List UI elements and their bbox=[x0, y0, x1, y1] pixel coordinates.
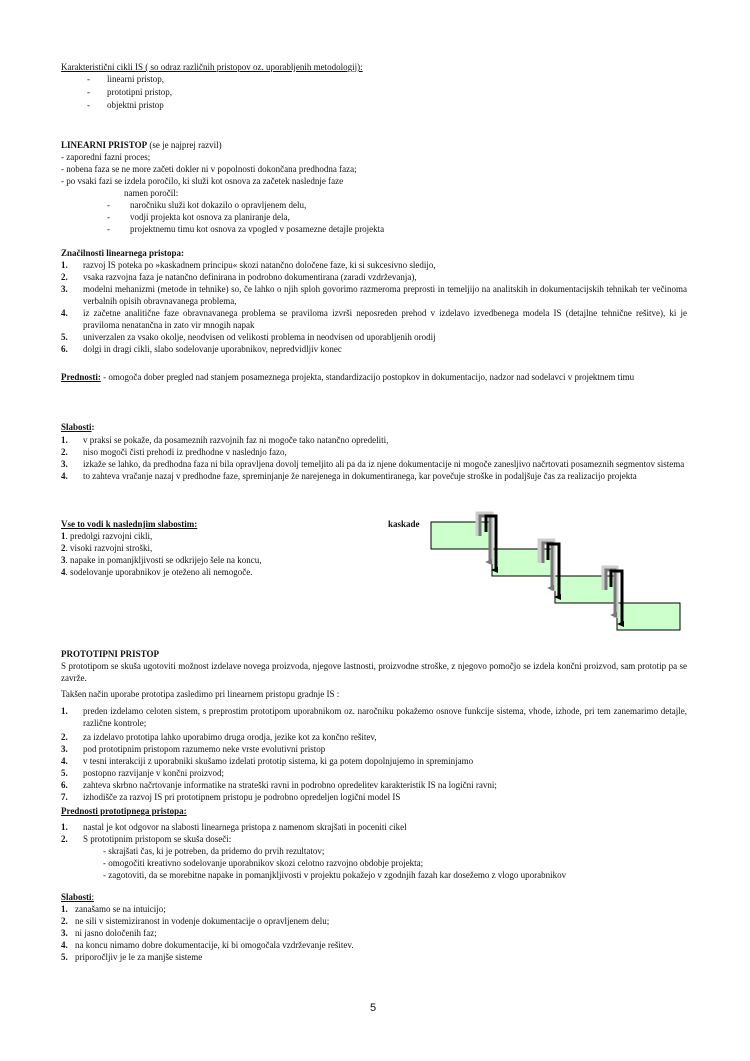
list-item: 6. dolgi in dragi cikli, slabo sodelovanje uporabnikov, nepredvidljiv konec bbox=[61, 344, 342, 354]
list-item: - projektnemu timu kot osnova za vpogled v posamezne detajle projekta bbox=[107, 224, 385, 234]
phase-box bbox=[617, 603, 680, 630]
list-item: 1. razvoj IS poteka po »kaskadnem principu« skozi natančno določene faze, ki si sukcesivno sledijo, bbox=[61, 260, 436, 270]
item-text: za izdelavo prototipa lahko uporabimo druga orodja, jezike kot za končno rešitev, bbox=[83, 732, 377, 742]
item-text: prototipni pristop, bbox=[107, 87, 172, 97]
section-title: LINEARNI PRISTOP bbox=[61, 140, 148, 150]
item-text: S prototipnim pristopom se skuša doseči: bbox=[83, 834, 232, 844]
sub-item: - omogočiti kreativno sodelovanje uporabnikov skozi celotno razvojno obdobje projekta; bbox=[103, 858, 424, 868]
item-text: niso mogoči čisti prehodi iz predhodne v naslednjo fazo, bbox=[83, 447, 287, 457]
text-line: - po vsaki fazi se izdela poročilo, ki služi kot osnova za začetek naslednje faze bbox=[61, 176, 344, 186]
phase-box bbox=[431, 522, 492, 549]
list-item: 4. na koncu nimamo dobre dokumentacije, ki bi omogočala vzdrževanje rešitev. bbox=[61, 940, 354, 950]
list-item: 3. ni jasno določenih faz; bbox=[61, 928, 157, 938]
prednosti-label: Prednosti: bbox=[61, 372, 101, 382]
list-item: - prototipni pristop, bbox=[87, 87, 172, 97]
list-item: - vodji projekta kot osnova za planiranje dela, bbox=[107, 212, 290, 222]
list-item: 2. ne sili v sistemiziranost in vodenje dokumentacije o opravljenem delu; bbox=[61, 916, 330, 926]
proto-slabosti-section bbox=[61, 891, 687, 963]
list-item: 1. nastal je kot odgovor na slabosti linearnega pristopa z namenom skrajšati in poceniti cikel bbox=[61, 822, 407, 832]
list-item: 4. v tesni interakciji z uporabniki skušamo izdelati prototip sistema, ki ga potem dopolnjujemo in spreminjamo bbox=[61, 756, 474, 766]
heading-text: Slabosti bbox=[61, 892, 92, 902]
page-number: 5 bbox=[370, 1002, 377, 1014]
text-line: - zaporedni fazni proces; bbox=[61, 152, 151, 162]
prednosti-text: - omogoča dober pregled nad stanjem posameznega projekta, standardizacijo postopkov in dokumentacijo, nadzor nad sodelavci v projektnem timu bbox=[100, 372, 635, 382]
item-text: linearni pristop, bbox=[107, 74, 164, 84]
item-text: univerzalen za vsako okolje, neodvisen od velikosti problema in neodvisen od uporabljenih orodij bbox=[83, 332, 436, 342]
heading-text: Slabosti bbox=[61, 422, 92, 432]
slabosti-heading bbox=[61, 891, 687, 903]
item-text: na koncu nimamo dobre dokumentacije, ki bi omogočala vzdrževanje rešitev. bbox=[75, 940, 354, 950]
list-item: 3. modelni mehanizmi (metode in tehnike) so, če lahko o njih sploh govorimo razmeroma preprosti in temeljijo na analitskih in dokumentacijskih tehnikah ter večinoma verbalnih opisih obravnavanega problema, bbox=[61, 284, 687, 306]
item-text: v praksi se pokaže, da posameznih razvojnih faz ni mogoče tako natančno opredeliti, bbox=[83, 435, 389, 445]
item-text: iz začetne analitične faze obravnavanega problema se praviloma izvrši neposreden prehod v izdelavo izvedbenega modela IS (detajlne tehnične rešitve), ki je praviloma nenatančna in zato vir mnogih napak bbox=[83, 308, 687, 330]
item-text: dolgi in dragi cikli, slabo sodelovanje uporabnikov, nepredvidljiv konec bbox=[83, 344, 342, 354]
list-item: 1. preden izdelamo celoten sistem, s preprostim prototipom uporabnikom oz. naročniku pokažemo osnove funkcije sistema, vhode, izhode, pri tem zanemarimo detajle, različne kontrole; bbox=[61, 706, 687, 728]
list-item: 2. vsaka razvojna faza je natančno definirana in podrobno dokumentirana (zaradi vzdrževanja), bbox=[61, 272, 417, 282]
list-item: 6. zahteva skrbno načrtovanje informatike na strateški ravni in podrobno opredelitev karakteristik IS na logični ravni; bbox=[61, 780, 497, 790]
item-text: vsaka razvojna faza je natančno definirana in podrobno dokumentirana (zaradi vzdrževanja), bbox=[83, 272, 417, 282]
text-line: namen poročil: bbox=[124, 188, 179, 198]
item-text: zanašamo se na intuicijo; bbox=[75, 904, 166, 914]
section-heading: Značilnosti linearnega pristopa: bbox=[61, 248, 185, 258]
diagram-label: kaskade bbox=[388, 519, 420, 529]
item-text: v tesni interakciji z uporabniki skušamo izdelati prototip sistema, ki ga potem dopolnjujemo in spreminjamo bbox=[83, 756, 474, 766]
phase-box bbox=[555, 576, 617, 603]
list-item: 1. v praksi se pokaže, da posameznih razvojnih faz ni mogoče tako natančno opredeliti, bbox=[61, 435, 389, 445]
phase-box bbox=[492, 549, 555, 576]
item-text: zahteva skrbno načrtovanje informatike na strateški ravni in podrobno opredelitev karakteristik IS na logični ravni; bbox=[83, 780, 497, 790]
heading-colon: : bbox=[91, 422, 95, 432]
item-text: . sodelovanje uporabnikov je oteženo ali nemogoče. bbox=[65, 567, 253, 577]
list-item: 5. univerzalen za vsako okolje, neodvisen od velikosti problema in neodvisen od uporabljenih orodij bbox=[61, 332, 436, 342]
item-number: 3 bbox=[61, 555, 66, 565]
sub-item: - zagotoviti, da se morebitne napake in pomanjkljivosti v projektu pokažejo v zgodnjih fazah kar dosežemo z vlogo uporabnikov bbox=[103, 870, 567, 880]
item-text: projektnemu timu kot osnova za vpogled v posamezne detajle projekta bbox=[130, 224, 385, 234]
paragraph: S prototipom se skuša ugotoviti možnost izdelave novega proizvoda, njegove lastnosti, proizvodne stroške, z njegovo pomočjo se izdela končni proizvod, sam prototip pa se zavrže. bbox=[61, 661, 687, 683]
item-text: objektni pristop bbox=[107, 100, 164, 110]
heading-colon: : bbox=[91, 892, 95, 902]
item-text: ni jasno določenih faz; bbox=[75, 928, 157, 938]
list-item: 2. S prototipnim pristopom se skuša doseči: bbox=[61, 834, 232, 844]
item-text: pod prototipnim pristopom razumemo neke vrste evolutivni pristop bbox=[83, 744, 326, 754]
proto-section bbox=[61, 648, 687, 803]
list-item: 1. zanašamo se na intuicijo; bbox=[61, 904, 166, 914]
item-text: preden izdelamo celoten sistem, s preprostim prototipom uporabnikom oz. naročniku pokažemo osnove funkcije sistema, vhode, izhode, pri tem zanemarimo detajle, različne kontrole; bbox=[83, 706, 687, 728]
section-heading: Prednosti prototipnega pristopa: bbox=[61, 806, 187, 816]
item-text: priporočljiv je le za manjše sisteme bbox=[75, 952, 203, 962]
item-text: . visoki razvojni stroški, bbox=[65, 543, 153, 553]
item-number: 2 bbox=[61, 543, 66, 553]
list-item: 3. izkaže se lahko, da predhodna faza ni bila opravljena dovolj temeljito ali pa da iz njene dokumentacije ni mogoče zanesljivo načrtovati posameznih segmentov sistema bbox=[61, 459, 685, 469]
item-number: 1 bbox=[61, 531, 66, 541]
list-item: 7. izhodišče za razvoj IS pri prototipnem pristopu je podrobno opredeljen logični model IS bbox=[61, 792, 401, 802]
item-number: 4 bbox=[61, 567, 66, 577]
sub-item: - skrajšati čas, ki je potreben, da pridemo do prvih rezultatov; bbox=[103, 846, 325, 856]
section-heading: Vse to vodi k naslednjim slabostim: bbox=[61, 519, 198, 529]
item-text: modelni mehanizmi (metode in tehnike) so, če lahko o njih sploh govorimo razmeroma preprosti in temeljijo na analitskih in dokumentacijskih tehnikah ter večinoma verbalnih opisih obravnavanega problema, bbox=[83, 284, 687, 306]
item-text: naročniku služi kot dokazilo o opravljenem delu, bbox=[130, 200, 307, 210]
item-text: . predolgi razvojni cikli, bbox=[65, 531, 153, 541]
item-text: izkaže se lahko, da predhodna faza ni bila opravljena dovolj temeljito ali pa da iz njene dokumentacije ni mogoče zanesljivo načrtovati posameznih segmentov sistema bbox=[83, 459, 685, 469]
list-item: - linearni pristop, bbox=[87, 74, 164, 84]
intro-heading: Karakteristični cikli IS ( so odraz različnih pristopov oz. uporabljenih metodologij): bbox=[61, 62, 363, 72]
item-text: ne sili v sistemiziranost in vodenje dokumentacije o opravljenem delu; bbox=[75, 916, 330, 926]
item-text: nastal je kot odgovor na slabosti linearnega pristopa z namenom skrajšati in poceniti cikel bbox=[83, 822, 407, 832]
text-line: - nobena faza se ne more začeti dokler ni v popolnosti dokončana predhodna faza; bbox=[61, 164, 357, 174]
list-item: 5. priporočljiv je le za manjše sisteme bbox=[61, 952, 203, 962]
item-text: vodji projekta kot osnova za planiranje dela, bbox=[130, 212, 290, 222]
section-title: PROTOTIPNI PRISTOP bbox=[61, 649, 159, 659]
item-text: izhodišče za razvoj IS pri prototipnem pristopu je podrobno opredeljen logični model IS bbox=[83, 792, 401, 802]
item-text: . napake in pomanjkljivosti se odkrijejo šele na koncu, bbox=[65, 555, 262, 565]
list-item: 3. pod prototipnim pristopom razumemo neke vrste evolutivni pristop bbox=[61, 744, 326, 754]
item-text: razvoj IS poteka po »kaskadnem principu« skozi natančno določene faze, ki si sukcesivno sledijo, bbox=[83, 260, 436, 270]
item-text: postopno razvijanje v končni proizvod; bbox=[83, 768, 224, 778]
list-item: 5. postopno razvijanje v končni proizvod; bbox=[61, 768, 224, 778]
list-item: 2. niso mogoči čisti prehodi iz predhodne v naslednjo fazo, bbox=[61, 447, 287, 457]
list-item: - objektni pristop bbox=[87, 100, 164, 110]
list-item: 4. iz začetne analitične faze obravnavanega problema se praviloma izvrši neposreden prehod v izdelavo izvedbenega modela IS (detajlne tehnične rešitve), ki je praviloma nenatančna in zato vir mnogih napak bbox=[61, 308, 687, 330]
list-item: - naročniku služi kot dokazilo o opravljenem delu, bbox=[107, 200, 307, 210]
proto-prednosti-section bbox=[61, 805, 687, 881]
title-note: (se je najprej razvil) bbox=[147, 140, 222, 150]
paragraph: Takšen način uporabe prototipa zasledimo pri linearnem pristopu gradnje IS : bbox=[61, 689, 340, 699]
list-item: 4. to zahteva vračanje nazaj v predhodne faze, spreminjanje že narejenega in dokumentiranega, kar povečuje stroške in podaljšuje čas za realizacijo projekta bbox=[61, 471, 637, 481]
item-text: to zahteva vračanje nazaj v predhodne faze, spreminjanje že narejenega in dokumentiranega, kar povečuje stroške in podaljšuje čas za realizacijo projekta bbox=[83, 471, 637, 481]
list-item: 2. za izdelavo prototipa lahko uporabimo druga orodja, jezike kot za končno rešitev, bbox=[61, 732, 377, 742]
